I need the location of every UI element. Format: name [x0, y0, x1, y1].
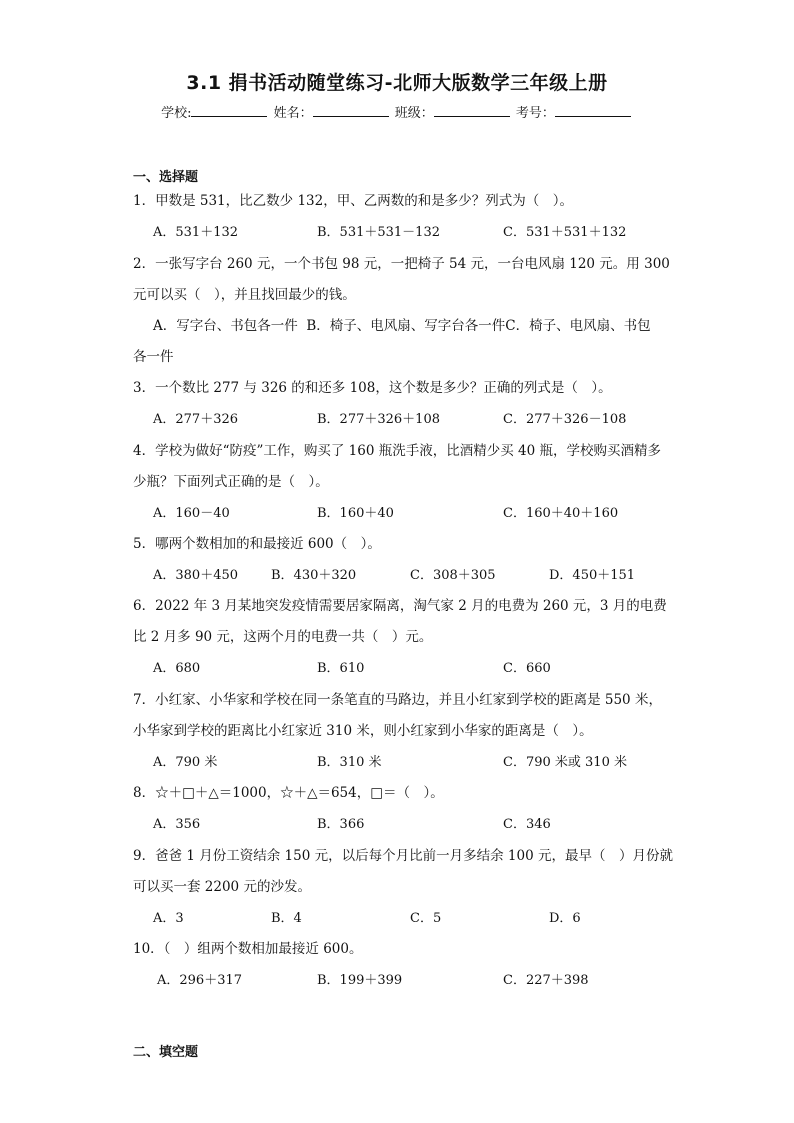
options-6: [133, 653, 673, 684]
question-7: 7．小红家、小华家和学校在同一条笔直的马路边，并且小红家到学校的距离是 550 米，小华家到学校的距离比小红家近 310 米，则小红家到小华家的距离是（ ）。: [133, 692, 662, 739]
option-5-a[interactable]: A．380＋450: [153, 568, 239, 583]
options-2: [133, 311, 663, 373]
question-3: 3．一个数比 277 与 326 的和还多 108，这个数是多少？正确的列式是（ ）。: [133, 380, 612, 396]
options-1: [133, 217, 673, 248]
option-9-a[interactable]: A．3: [153, 911, 184, 926]
option-7-b[interactable]: B．310 米: [317, 755, 382, 770]
question-1: 1．甲数是 531，比乙数少 132，甲、乙两数的和是多少？列式为（ ）。: [133, 193, 573, 209]
page-title: 3.1 捐书活动随堂练习-北师大版数学三年级上册: [186, 72, 608, 94]
option-3-b[interactable]: B．277＋326＋108: [317, 412, 440, 427]
option-3-c[interactable]: C．277＋326－108: [503, 412, 627, 427]
option-8-b[interactable]: B．366: [317, 817, 365, 832]
options-3: [133, 404, 673, 435]
option-8-a[interactable]: A．356: [153, 817, 201, 832]
options-9: [133, 903, 673, 934]
option-6-b[interactable]: B．610: [317, 661, 365, 676]
exam-number-label: 考号：: [515, 106, 555, 121]
options-4: [133, 498, 673, 529]
option-7-c[interactable]: C．790 米或 310 米: [503, 755, 627, 770]
option-6-c[interactable]: C．660: [503, 661, 551, 676]
class-blank[interactable]: [434, 103, 510, 117]
school-label: 学校:: [161, 106, 192, 121]
section-heading-choice: 一、选择题: [133, 170, 199, 185]
option-8-c[interactable]: C．346: [503, 817, 551, 832]
option-5-c[interactable]: C．308＋305: [410, 568, 496, 583]
option-4-c[interactable]: C．160＋40＋160: [503, 506, 619, 521]
name-blank[interactable]: [313, 103, 389, 117]
option-9-d[interactable]: D．6: [549, 911, 581, 926]
question-10: 10．（ ）组两个数相加最接近 600。: [133, 941, 363, 957]
question-9: 9．爸爸 1 月份工资结余 150 元，以后每个月比前一月多结余 100 元，最早（ ）月份就可以买一套 2200 元的沙发。: [133, 848, 673, 895]
option-7-a[interactable]: A．790 米: [153, 755, 218, 770]
option-2-b[interactable]: B．椅子、电风扇、写字台各一件: [306, 318, 506, 334]
option-1-c[interactable]: C．531＋531＋132: [503, 225, 627, 240]
school-blank[interactable]: [191, 103, 267, 117]
option-3-a[interactable]: A．277＋326: [153, 412, 239, 427]
options-8: [133, 809, 673, 840]
options-10: [133, 965, 673, 996]
option-10-a[interactable]: A．296＋317: [157, 973, 243, 988]
exam-number-blank[interactable]: [555, 103, 631, 117]
option-2-c[interactable]: C．椅子、电风扇、书包各一件: [133, 318, 651, 365]
question-6: 6．2022 年 3 月某地突发疫情需要居家隔离，淘气家 2 月的电费为 260 元，3 月的电费比 2 月多 90 元，这两个月的电费一共（ ）元。: [133, 598, 667, 645]
question-8: 8．☆＋□＋△＝1000，☆＋△＝654，□＝（ ）。: [133, 785, 444, 801]
option-10-b[interactable]: B．199＋399: [317, 973, 403, 988]
student-info-line: [0, 102, 794, 121]
question-4: 4．学校为做好“防疫”工作，购买了 160 瓶洗手液，比酒精少买 40 瓶，学校购买酒精多少瓶？下面列式正确的是（ ）。: [133, 443, 662, 490]
name-label: 姓名：: [273, 106, 313, 121]
question-2: 2．一张写字台 260 元，一个书包 98 元，一把椅子 54 元，一台电风扇 120 元。用 300 元可以买（ ），并且找回最少的钱。: [133, 256, 670, 303]
option-4-b[interactable]: B．160＋40: [317, 506, 394, 521]
option-10-c[interactable]: C．227＋398: [503, 973, 589, 988]
option-6-a[interactable]: A．680: [153, 661, 201, 676]
class-label: 班级：: [394, 106, 434, 121]
option-2-a[interactable]: A．写字台、书包各一件: [153, 318, 298, 334]
option-5-b[interactable]: B．430＋320: [271, 568, 357, 583]
option-4-a[interactable]: A．160－40: [153, 506, 230, 521]
option-1-b[interactable]: B．531＋531－132: [317, 225, 440, 240]
option-1-a[interactable]: A．531＋132: [153, 225, 239, 240]
option-9-c[interactable]: C．5: [410, 911, 442, 926]
options-7: [133, 747, 673, 778]
section-heading-fill: 二、填空题: [133, 1045, 199, 1060]
question-5: 5．哪两个数相加的和最接近 600（ ）。: [133, 536, 381, 552]
option-5-d[interactable]: D．450＋151: [549, 568, 636, 583]
option-9-b[interactable]: B．4: [271, 911, 302, 926]
options-5: [133, 560, 673, 591]
